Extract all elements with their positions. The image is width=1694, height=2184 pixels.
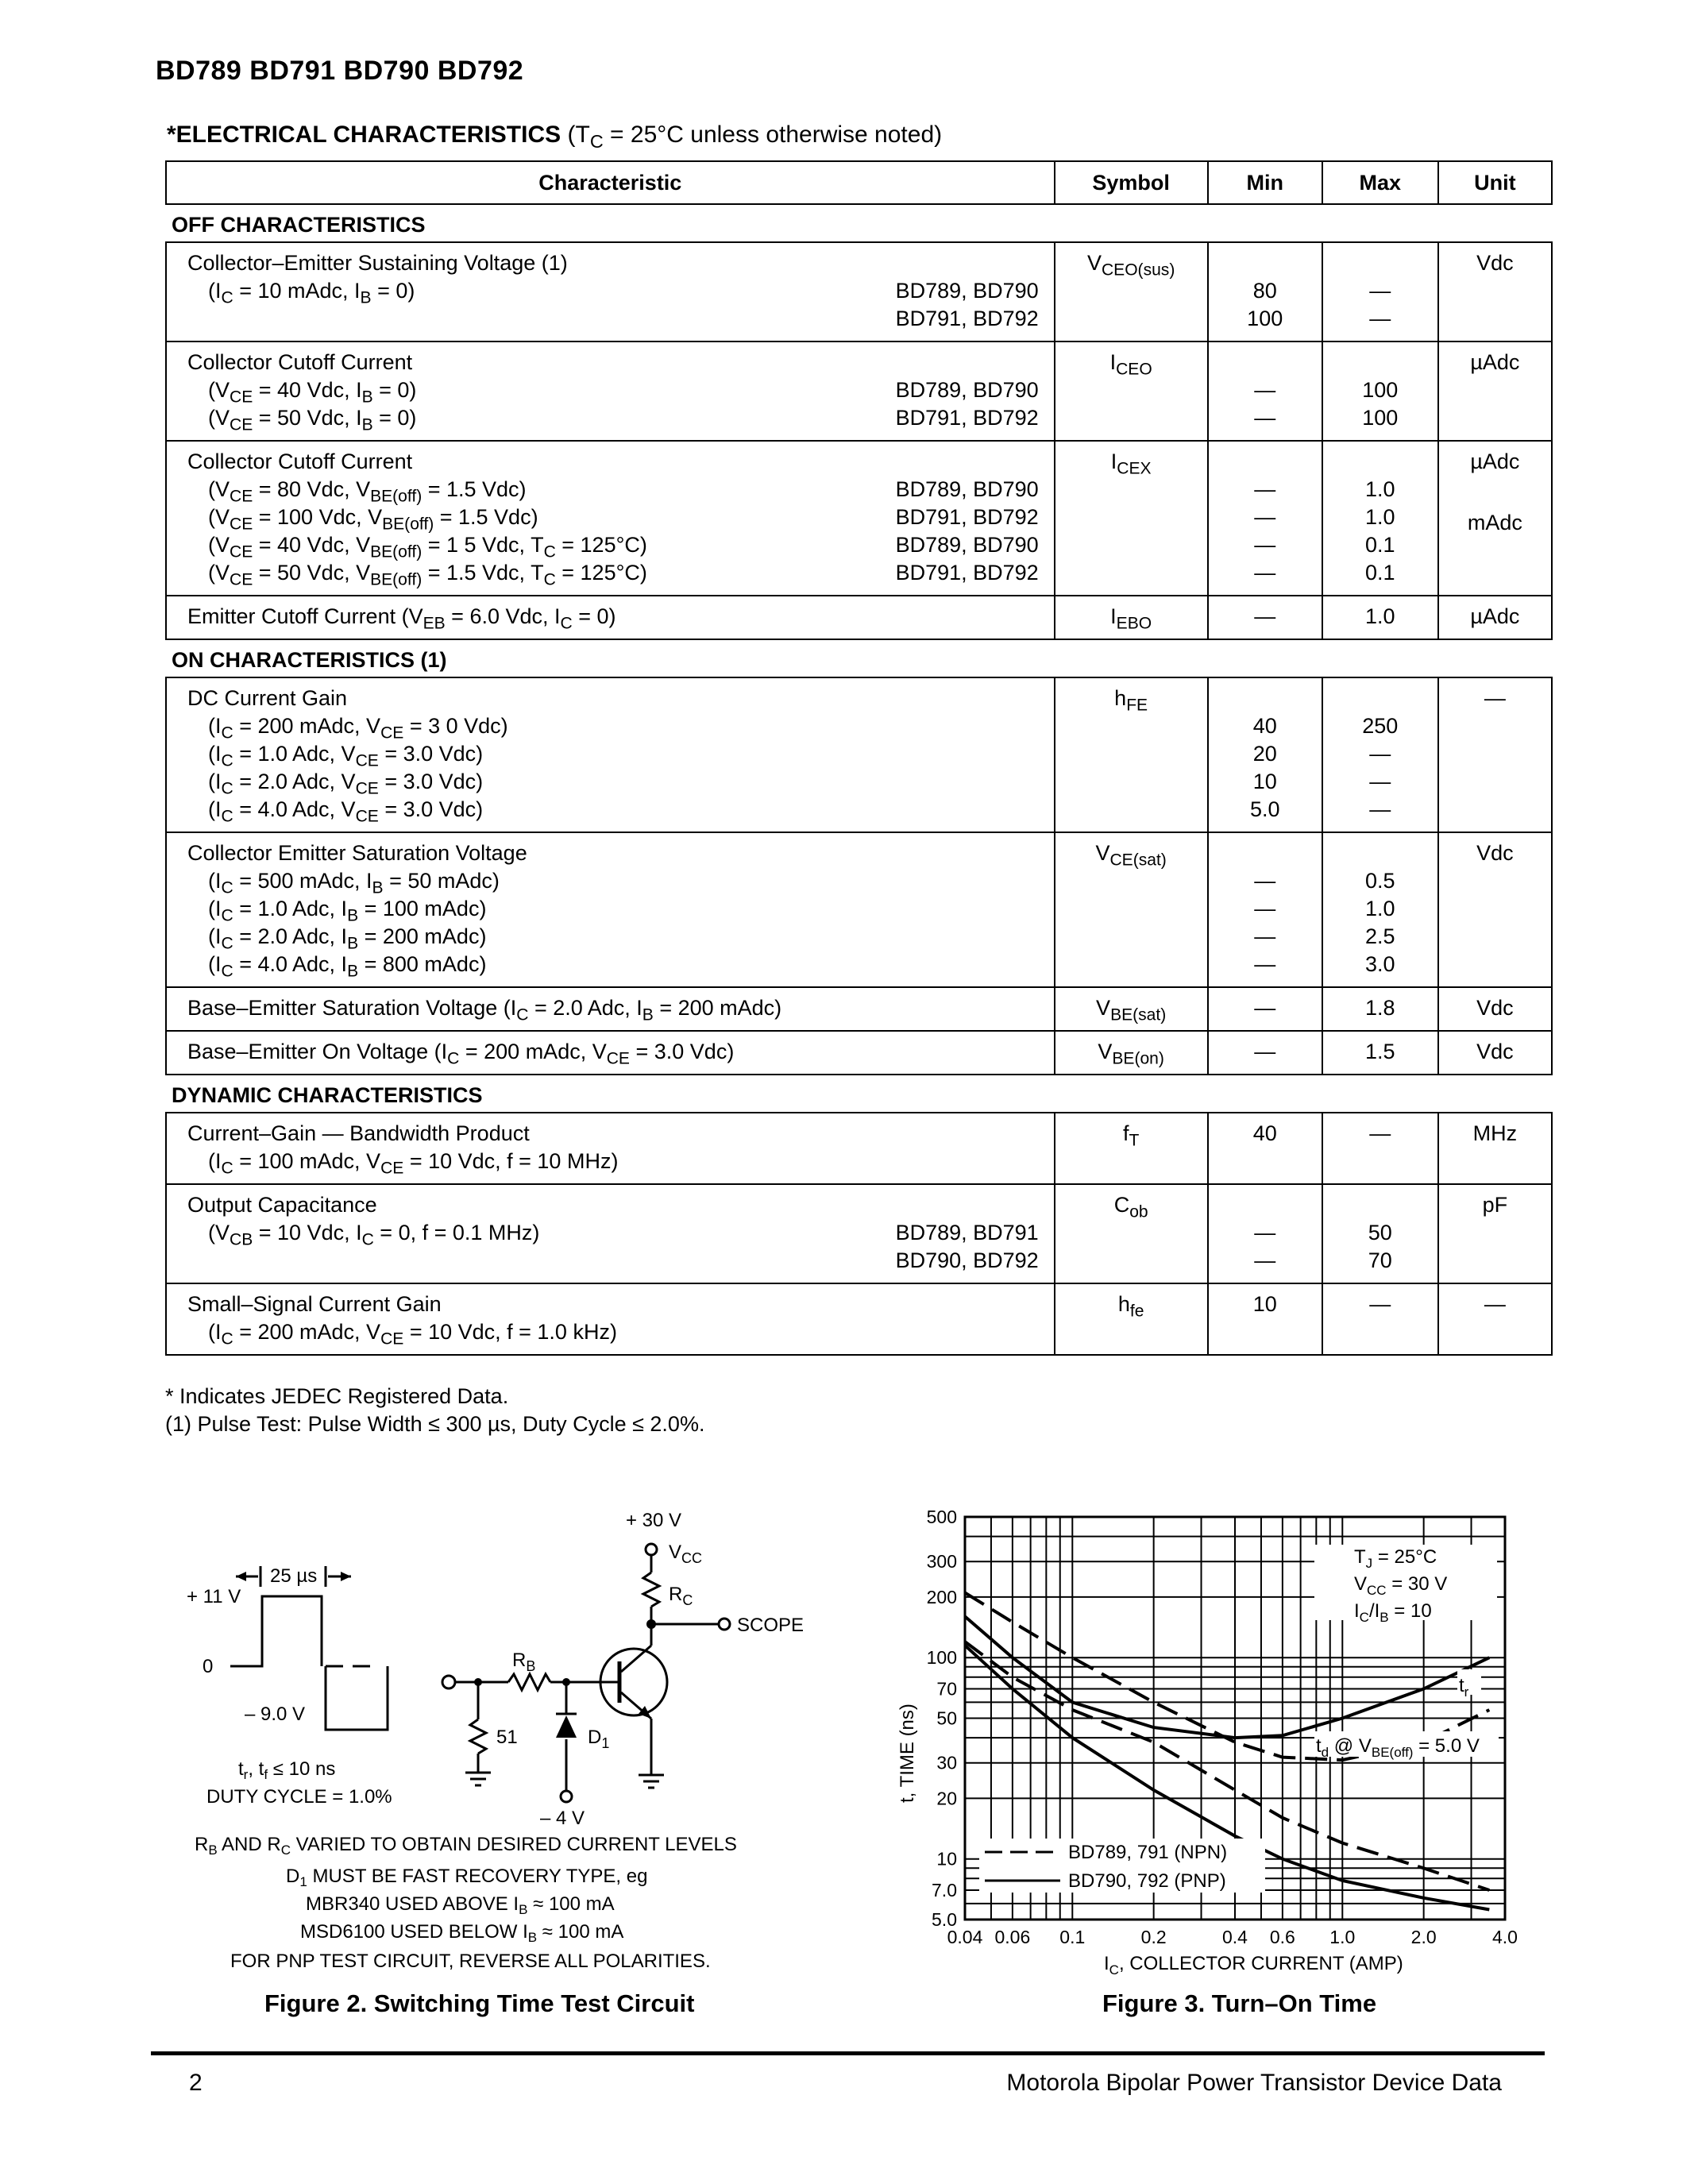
x-tick-label: 0.06	[994, 1927, 1031, 1947]
x-tick-label: 0.4	[1222, 1927, 1248, 1947]
svg-text:MSD6100 USED BELOW IB ≈ 100 mA: MSD6100 USED BELOW $I_B \approx 100$ mA	[300, 1921, 624, 1945]
svg-text:RB: $R_B$	[512, 1650, 536, 1674]
table-header-row	[166, 161, 1552, 204]
section-title: *ELECTRICAL CHARACTERISTICS ($T_C = 25^\circ C$ unless otherwise noted)	[167, 122, 943, 152]
y-tick-label: 200	[926, 1586, 957, 1607]
figure3-caption: Figure 3. Turn–On Time	[1102, 1989, 1377, 2017]
col-header-max: Max	[1322, 161, 1438, 204]
y-tick-label: 30	[936, 1752, 957, 1773]
table-row: Base–Emitter Saturation Voltage ($I_C = 2.0$ Adc, $I_B = 200$ mAdc) $V_{BE(sat)}$ — 1.8 Vdc	[166, 987, 1552, 1031]
x-tick-label: 4.0	[1492, 1927, 1518, 1947]
table-row: DC Current Gain ($I_C = 200$ mAdc, $V_{CE} = 3$ 0 Vdc) ($I_C = 1.0$ Adc, $V_{CE} = 3.0$ Vdc) ($I_C = 2.0$ Adc, $V_{CE} = 3.0$ Vdc) ($I_C = 4.0$ Adc, $V_{CE} = 3.0$ Vdc) $h_{FE}$ 40 20 10 5.0 250 — — — —	[166, 677, 1552, 832]
x-tick-label: 0.6	[1269, 1927, 1295, 1947]
table-row: Collector Emitter Saturation Voltage ($I_C = 500$ mAdc, $I_B = 50$ mAdc) ($I_C = 1.0$ Adc, $I_B = 100$ mAdc) ($I_C = 2.0$ Adc, $I_B = 200$ mAdc) ($I_C = 4.0$ Adc, $I_B = 800$ mAdc) $V_{CE(sat)}$ — — — — 0.5 1.0 2.5 3.0 Vdc	[166, 832, 1552, 987]
x-tick-label: 0.04	[947, 1927, 983, 1947]
svg-text:+ 11 V: + 11 V	[187, 1586, 241, 1607]
y-tick-label: 300	[926, 1551, 957, 1572]
y-axis-label: t, TIME (ns)	[897, 1704, 918, 1803]
svg-text:– 4 V: – 4 V	[540, 1808, 585, 1829]
electrical-characteristics-table	[165, 160, 1553, 1356]
y-tick-label: 7.0	[932, 1879, 957, 1900]
y-tick-label: 70	[936, 1678, 957, 1700]
table-row: Base–Emitter On Voltage ($I_C = 200$ mAdc, $V_{CE} = 3.0$ Vdc) $V_{BE(on)}$ — 1.5 Vdc	[166, 1031, 1552, 1075]
table-row: Output Capacitance ($V_{CB} = 10$ Vdc, $I_C = 0$, f = 0.1 MHz) BD789, BD791 BD790, BD792 $C_{ob}$ — — 50 70 pF	[166, 1184, 1552, 1283]
y-tick-label: 50	[936, 1707, 957, 1729]
switching-time-test-circuit	[175, 1501, 826, 1993]
svg-text:D1 MUST BE FAST RECOVERY TYPE,: $D_1$ MUST BE FAST RECOVERY TYPE, eg	[286, 1866, 648, 1889]
part-number-header: BD789 BD791 BD790 BD792	[156, 56, 524, 86]
x-tick-label: 0.1	[1059, 1927, 1086, 1947]
page-number: 2	[189, 2070, 203, 2096]
y-tick-label: 500	[926, 1507, 957, 1527]
footer-rule	[151, 2051, 1545, 2055]
label-tr: $t_r$	[1459, 1675, 1469, 1700]
note-jedec: * Indicates JEDEC Registered Data.	[165, 1384, 509, 1408]
svg-text:RB AND RC VARIED TO OBTAIN DES: $R_B$ AND $R_C$ VARIED TO OBTAIN DESIRED CURRENT LEVELS	[195, 1834, 737, 1858]
svg-text:tr, tf ≤ 10 ns: $t_r$, $t_f \le 10$ ns	[238, 1758, 336, 1782]
svg-text:25 µs: 25 µs	[270, 1565, 318, 1587]
section-on: ON CHARACTERISTICS (1)	[166, 639, 1552, 677]
svg-text:DUTY CYCLE = 1.0%: DUTY CYCLE = 1.0%	[206, 1786, 392, 1808]
x-tick-label: 2.0	[1410, 1927, 1437, 1947]
col-header-symbol: Symbol	[1055, 161, 1208, 204]
condition-vcc: $V_{CC} = 30$ V	[1354, 1573, 1448, 1598]
svg-text:0: 0	[203, 1656, 214, 1677]
section-dynamic: DYNAMIC CHARACTERISTICS	[166, 1075, 1552, 1113]
col-header-characteristic: Characteristic	[166, 161, 1055, 204]
label-td: $t_d$ @ $V_{BE(off)} = 5.0$ V	[1316, 1735, 1480, 1760]
svg-text:VCC: $V_{CC}$	[669, 1542, 703, 1566]
svg-text:SCOPE: SCOPE	[737, 1615, 805, 1636]
condition-tj: $T_J = 25^\circ C$	[1354, 1546, 1437, 1571]
table-row: Collector Cutoff Current ($V_{CE} = 80$ Vdc, $V_{BE(off)} = 1.5$ Vdc) BD789, BD790 ($V_{CE} = 100$ Vdc, $V_{BE(off)} = 1.5$ Vdc) BD791, BD792 ($V_{CE} = 40$ Vdc, $V_{BE(off)} = 1$ 5 Vdc, $T_C = 125^\circ C$) BD789, BD790 ($V_{CE} = 50$ Vdc, $V_{BE(off)} = 1.5$ Vdc, $T_C = 125^\circ C$) BD791, BD792 $I_{CEX}$ — — — — 1.0 1.0 0.1 0.1 µAdc mAdc	[166, 441, 1552, 596]
legend-pnp: BD790, 792 (PNP)	[1068, 1870, 1226, 1892]
table-row: Small–Signal Current Gain ($I_C = 200$ mAdc, $V_{CE} = 10$ Vdc, f = 1.0 kHz) $h_{fe}$ 10 — —	[166, 1283, 1552, 1355]
svg-text:MBR340 USED ABOVE IB ≈ 100 mA: MBR340 USED ABOVE $I_B \approx 100$ mA	[306, 1893, 615, 1917]
condition-icib: $I_C/I_B = 10$	[1354, 1600, 1432, 1625]
svg-text:RC: $R_C$	[669, 1584, 693, 1608]
table-row: Emitter Cutoff Current ($V_{EB} = 6.0$ Vdc, $I_C = 0$) $I_{EBO}$ — 1.0 µAdc	[166, 596, 1552, 639]
x-tick-label: 0.2	[1140, 1927, 1167, 1947]
legend-npn: BD789, 791 (NPN)	[1068, 1842, 1228, 1863]
x-axis-label: $I_C$, COLLECTOR CURRENT (AMP)	[1104, 1953, 1403, 1978]
svg-text:51: 51	[496, 1727, 518, 1748]
turn-on-time-chart	[886, 1501, 1569, 1978]
y-tick-label: 10	[936, 1848, 957, 1870]
y-tick-label: 100	[926, 1647, 957, 1669]
footer-doc-title: Motorola Bipolar Power Transistor Device Data	[1006, 2070, 1502, 2096]
label-plus30: + 30 V	[626, 1510, 682, 1531]
table-row: Current–Gain — Bandwidth Product ($I_C = 100$ mAdc, $V_{CE} = 10$ Vdc, f = 10 MHz) $f_T$ 40 — MHz	[166, 1113, 1552, 1184]
table-notes	[165, 1383, 704, 1438]
section-off: OFF CHARACTERISTICS	[166, 204, 1552, 242]
svg-text:D1: $D_1$	[588, 1727, 610, 1751]
svg-text:FOR PNP TEST CIRCUIT, REVERSE: FOR PNP TEST CIRCUIT, REVERSE ALL POLARITIES.	[230, 1951, 711, 1972]
note-pulse-test: (1) Pulse Test: Pulse Width ≤ 300 µs, Duty Cycle ≤ 2.0%.	[165, 1412, 705, 1436]
x-tick-label: 1.0	[1329, 1927, 1356, 1947]
svg-text:– 9.0 V: – 9.0 V	[245, 1704, 306, 1725]
y-tick-label: 20	[936, 1788, 957, 1809]
figure2-caption: Figure 2. Switching Time Test Circuit	[264, 1989, 695, 2017]
col-header-min: Min	[1208, 161, 1322, 204]
y-tick-label: 5.0	[932, 1909, 957, 1930]
col-header-unit: Unit	[1438, 161, 1552, 204]
table-row: Collector–Emitter Sustaining Voltage (1) ($I_C = 10$ mAdc, $I_B = 0$) BD789, BD790 BD791, BD792 $V_{CEO(sus)}$ 80 100 — — Vdc	[166, 242, 1552, 341]
table-row: Collector Cutoff Current ($V_{CE} = 40$ Vdc, $I_B = 0$) BD789, BD790 ($V_{CE} = 50$ Vdc, $I_B = 0$) BD791, BD792 $I_{CEO}$ — — 100 100 µAdc	[166, 341, 1552, 441]
